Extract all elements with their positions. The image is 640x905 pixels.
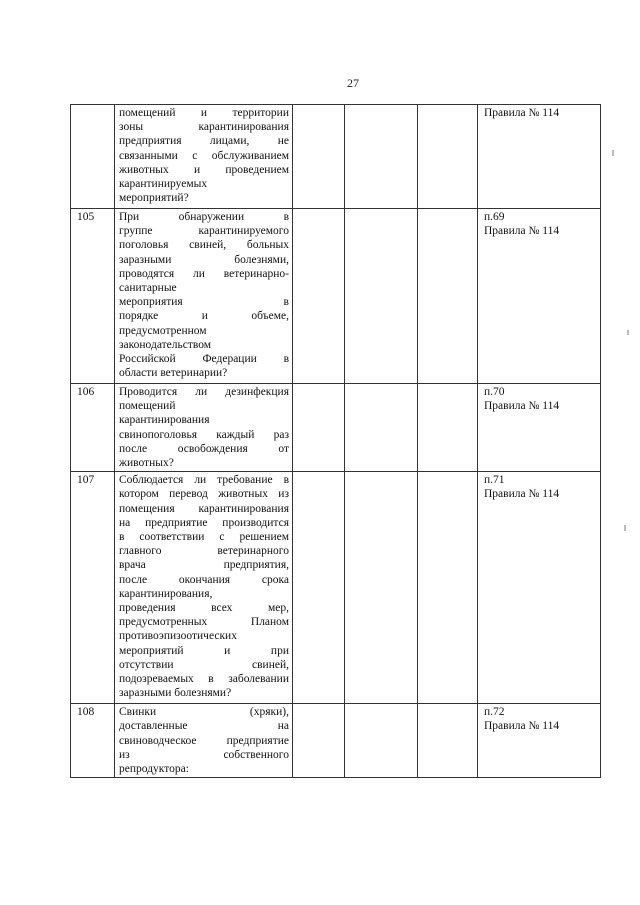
question-line: поголовья свиней, больных	[119, 239, 289, 252]
question-line: проведения всех мер,	[119, 602, 289, 615]
question-line: доставленные на	[119, 720, 289, 733]
question-line: на предприятие производится	[119, 516, 289, 529]
row-number: 106	[71, 384, 115, 472]
question-line: из собственного	[119, 748, 289, 761]
question-line: мероприятия в	[119, 296, 289, 309]
reference-cell	[478, 209, 601, 384]
scan-artifact	[612, 150, 614, 156]
question-line: врача предприятия,	[119, 559, 289, 572]
reference-cell	[478, 105, 601, 209]
reference-line: Правила № 114	[484, 488, 560, 501]
table-row	[71, 384, 601, 472]
question-line: группе карантинируемого	[119, 225, 289, 238]
question-line: подозреваемых в заболевании	[119, 673, 289, 686]
answer-cell	[345, 105, 418, 209]
question-line: Свинки (хряки),	[119, 706, 289, 719]
question-line: области ветеринарии?	[119, 367, 228, 380]
answer-cell	[345, 384, 418, 472]
question-line: Соблюдается ли требование в	[119, 474, 289, 487]
question-line: санитарные	[119, 282, 177, 295]
table-row	[71, 209, 601, 384]
question-line: свинопоголовья каждый раз	[119, 428, 289, 441]
answer-cell	[418, 472, 478, 704]
row-number: 105	[71, 209, 115, 384]
reference-cell	[478, 472, 601, 704]
question-line: предусмотренном	[119, 324, 207, 337]
question-line: связанными с обслуживанием	[119, 149, 289, 162]
answer-cell	[293, 209, 345, 384]
reference-line: п.70	[484, 386, 505, 398]
reference-line: п.72	[484, 706, 505, 719]
answer-cell	[293, 105, 345, 209]
question-line: законодательством	[119, 338, 212, 351]
question-line: При обнаружении в	[119, 211, 289, 223]
question-line: животных и проведением	[119, 163, 289, 176]
question-line: Российской Федерации в	[119, 353, 289, 366]
question-line: главного ветеринарного	[119, 545, 289, 558]
reference-line: Правила № 114	[484, 225, 560, 238]
question-line: заразными болезнями?	[119, 687, 232, 700]
question-line: котором перевод животных из	[119, 488, 289, 501]
checklist-table	[70, 104, 601, 778]
question-line: предусмотренных Планом	[119, 616, 289, 629]
table-row	[71, 704, 601, 778]
question-line: помещения карантинирования	[119, 502, 289, 515]
table-row	[71, 105, 601, 209]
answer-cell	[418, 105, 478, 209]
question-line: предприятия лицами, не	[119, 135, 289, 148]
answer-cell	[345, 209, 418, 384]
page-number: 27	[347, 76, 359, 90]
reference-cell	[478, 384, 601, 472]
question-cell	[115, 472, 293, 704]
question-line: карантинируемых	[119, 178, 208, 191]
question-line: помещений	[119, 400, 176, 413]
answer-cell	[345, 704, 418, 778]
question-line: животных?	[119, 457, 174, 470]
question-line: заразными болезнями,	[119, 253, 289, 266]
question-cell	[115, 384, 293, 472]
answer-cell	[293, 704, 345, 778]
question-cell	[115, 704, 293, 778]
row-number: 107	[71, 472, 115, 704]
row-number: 108	[71, 704, 115, 778]
table-row	[71, 472, 601, 704]
reference-line: Правила № 114	[484, 720, 560, 733]
question-line: помещений и территории	[119, 107, 289, 119]
answer-cell	[418, 704, 478, 778]
question-cell	[115, 105, 293, 209]
question-line: порядке и объеме,	[119, 310, 289, 323]
question-line: мероприятий?	[119, 192, 189, 205]
scan-artifact	[624, 525, 626, 531]
reference-line: п.71	[484, 474, 505, 487]
question-line: отсутствии свиней,	[119, 658, 289, 671]
scan-artifact	[627, 330, 629, 335]
question-line: проводятся ли ветеринарно-	[119, 267, 289, 280]
question-line: карантинирования,	[119, 587, 213, 600]
answer-cell	[293, 472, 345, 704]
row-number	[71, 105, 115, 209]
reference-line: Правила № 114	[484, 107, 560, 119]
reference-line: п.69	[484, 211, 505, 223]
question-cell	[115, 209, 293, 384]
question-line: противоэпизоотических	[119, 630, 237, 643]
reference-cell	[478, 704, 601, 778]
answer-cell	[418, 384, 478, 472]
question-line: после окончания срока	[119, 573, 289, 586]
question-line: мероприятий и при	[119, 644, 289, 657]
question-line: зоны карантинирования	[119, 121, 289, 134]
reference-line: Правила № 114	[484, 400, 560, 413]
question-line: репродуктора:	[119, 763, 189, 776]
question-line: после освобождения от	[119, 442, 289, 455]
question-line: свиноводческое предприятие	[119, 734, 289, 747]
question-line: карантинирования	[119, 414, 210, 427]
answer-cell	[345, 472, 418, 704]
question-line: Проводится ли дезинфекция	[119, 386, 289, 398]
question-line: в соответствии с решением	[119, 531, 289, 544]
answer-cell	[293, 384, 345, 472]
answer-cell	[418, 209, 478, 384]
